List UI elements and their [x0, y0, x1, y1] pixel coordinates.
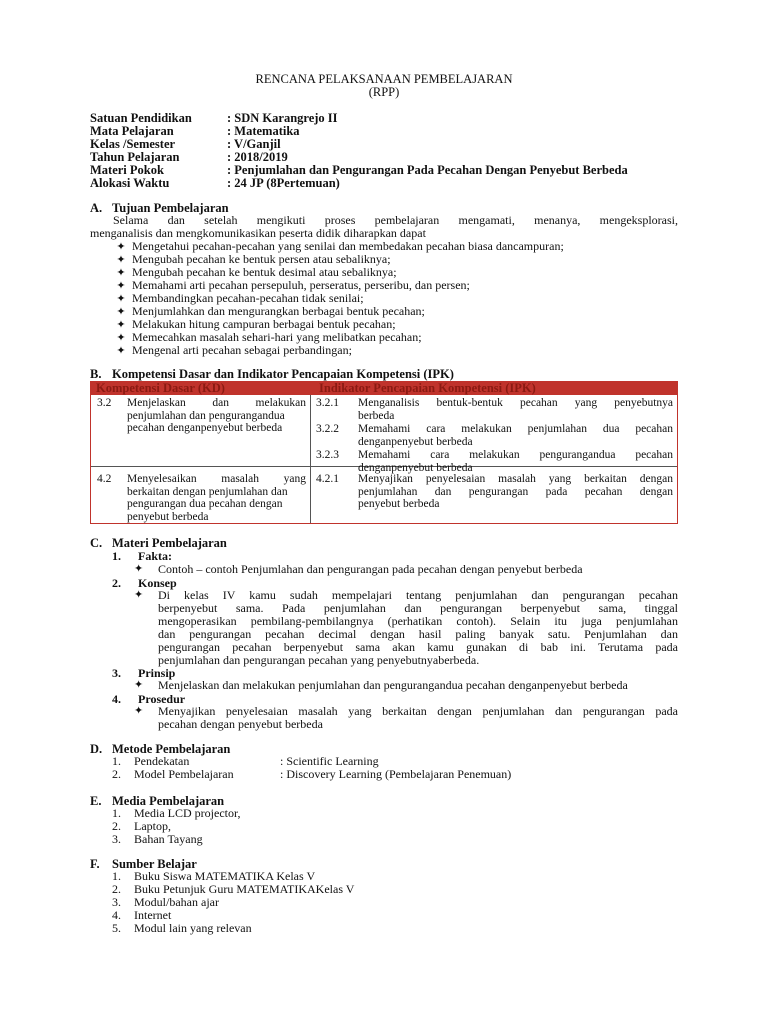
list-text: Media LCD projector,	[134, 806, 241, 820]
bullet-text: Mengubah pecahan ke bentuk persen atau sebaliknya;	[132, 252, 391, 266]
subsection-label: Konsep	[138, 576, 177, 590]
bullet-text: Contoh – contoh Penjumlahan dan pengurangan pada pecahan dengan penyebut berbeda	[158, 562, 583, 576]
table-header-row	[91, 382, 677, 395]
ipk-text-line: Memahami cara melakukan penjumlahan dua pecahan	[358, 423, 673, 435]
list-text: Laptop,	[134, 819, 171, 833]
bullet-text: Mengubah pecahan ke bentuk desimal atau sebaliknya;	[132, 265, 397, 279]
subsection-number: 1.	[112, 549, 121, 563]
bullet-text: Memecahkan masalah sehari-hari yang melibatkan pecahan;	[132, 330, 422, 344]
info-value: : 2018/2019	[227, 150, 288, 164]
list-text: Modul/bahan ajar	[134, 895, 219, 909]
column-divider	[310, 395, 311, 523]
subsection-number: 3.	[112, 666, 121, 680]
star-bullet-icon: ✦	[116, 345, 126, 357]
list-item	[134, 705, 678, 731]
section-letter: E.	[90, 794, 102, 808]
info-label: Mata Pelajaran	[90, 124, 174, 138]
list-item	[110, 344, 352, 358]
star-bullet-icon: ✦	[116, 319, 126, 331]
info-label: Materi Pokok	[90, 163, 164, 177]
star-bullet-icon: ✦	[134, 589, 144, 601]
list-number: 2.	[112, 767, 121, 781]
bullet-text: Mengenal arti pecahan sebagai perbandingan;	[132, 343, 352, 357]
bullet-text	[158, 705, 678, 731]
section-a-intro-line1: Selama dan setelah mengikuti proses pembelajaran mengamati, menanya, mengeksplorasi,	[113, 213, 678, 227]
info-label: Tahun Pelajaran	[90, 150, 180, 164]
section-title: Metode Pembelajaran	[112, 742, 231, 756]
ipk-number: 3.2.3	[316, 449, 339, 461]
section-a-intro-line2: menganalisis dan mengkomunikasikan peserta didik diharapkan dapat	[90, 226, 426, 240]
section-title: Media Pembelajaran	[112, 794, 225, 808]
kd-text-line: pengurangan dua pecahan dengan	[127, 498, 283, 510]
list-item	[134, 679, 678, 692]
list-number: 3.	[112, 895, 121, 909]
paragraph-line: mengoperasikan pembilang-pembilangnya (perhatikan contoh). Selain itu juga penjumlahan	[158, 614, 678, 628]
section-letter: F.	[90, 857, 100, 871]
ipk-number: 4.2.1	[316, 473, 339, 485]
star-bullet-icon: ✦	[116, 280, 126, 292]
method-value: : Scientific Learning	[280, 754, 379, 768]
kd-text-line: Menjelaskan dan melakukan	[127, 397, 306, 409]
kd-number: 3.2	[97, 397, 112, 409]
section-letter: C.	[90, 536, 103, 550]
list-number: 1.	[112, 806, 121, 820]
kd-text-line: berkaitan dengan penjumlahan dan	[127, 485, 288, 498]
ipk-text-line: berbeda	[358, 409, 395, 422]
section-title: Materi Pembelajaran	[112, 536, 227, 550]
subsection-number: 2.	[112, 576, 121, 590]
kd-text-line: penjumlahan dan pengurangandua	[127, 409, 285, 422]
method-label: Pendekatan	[134, 754, 190, 768]
table-cell-ipk	[316, 423, 673, 449]
info-row	[90, 176, 340, 191]
section-letter: A.	[90, 201, 103, 215]
section-letter: D.	[90, 742, 103, 756]
star-bullet-icon: ✦	[116, 306, 126, 318]
list-text: Buku Siswa MATEMATIKA Kelas V	[134, 869, 316, 883]
competency-table	[90, 381, 678, 524]
section-title: Kompetensi Dasar dan Indikator Pencapaian Kompetensi (IPK)	[112, 367, 454, 381]
info-value: : SDN Karangrejo II	[227, 111, 338, 125]
list-item	[134, 589, 678, 669]
ipk-text-line: denganpenyebut berbeda	[358, 435, 473, 448]
document-subtitle: (RPP)	[368, 85, 400, 99]
section-title: Tujuan Pembelajaran	[112, 201, 229, 215]
section-title: Sumber Belajar	[112, 857, 197, 871]
subsection-number: 4.	[112, 692, 121, 706]
ipk-text-line: denganpenyebut berbeda	[358, 461, 473, 474]
list-number: 2.	[112, 882, 121, 896]
list-text: Internet	[134, 908, 172, 922]
ipk-text-line: Menganalisis bentuk-bentuk pecahan yang penyebutnya	[358, 397, 673, 409]
table-cell-kd	[97, 473, 306, 523]
paragraph-line: penjumlahan dan pengurangan pecahan yang penyebutnyaberbeda.	[158, 653, 480, 667]
list-item	[134, 563, 678, 576]
kd-text-line: pecahan denganpenyebut berbeda	[127, 422, 283, 434]
ipk-text-line: penjumlahan dan pengurangan pada pecahan dengan	[358, 485, 673, 498]
paragraph-line: pengurangan pecahan berpenyebut sama akan kamu gunakan di bab ini. Terutama pada	[158, 640, 678, 654]
list-text: Modul lain yang relevan	[134, 921, 252, 935]
star-bullet-icon: ✦	[116, 241, 126, 253]
table-cell-kd	[97, 397, 306, 437]
table-cell-ipk	[316, 449, 673, 475]
star-bullet-icon: ✦	[116, 293, 126, 305]
info-value: : V/Ganjil	[227, 137, 281, 151]
table-cell-ipk	[316, 473, 673, 513]
star-bullet-icon: ✦	[134, 679, 144, 691]
list-number: 3.	[112, 832, 121, 846]
document-title: RENCANA PELAKSANAAN PEMBELAJARAN	[255, 72, 513, 86]
subsection-label: Prosedur	[138, 692, 186, 706]
paragraph-line: dan pengurangan pecahan decimal dengan hasil paling banyak satu. Penjumlahan dan	[158, 627, 678, 641]
list-item	[112, 807, 241, 820]
info-value: : Matematika	[227, 124, 300, 138]
info-label: Satuan Pendidikan	[90, 111, 192, 125]
paragraph-line: berpenyebut sama. Pada penjumlahan dan pengurangan berpenyebut sama, tinggal	[158, 601, 678, 615]
list-text: Buku Petunjuk Guru MATEMATIKAKelas V	[134, 882, 355, 896]
list-number: 4.	[112, 908, 121, 922]
list-number: 5.	[112, 921, 121, 935]
table-header-kd: Kompetensi Dasar (KD)	[96, 381, 225, 395]
bullet-text: Mengetahui pecahan-pecahan yang senilai dan membedakan pecahan biasa dancampuran;	[132, 239, 564, 253]
ipk-text-line: penyebut berbeda	[358, 498, 440, 510]
paragraph-line: pecahan dengan penyebut berbeda	[158, 717, 323, 731]
info-label: Kelas /Semester	[90, 137, 176, 151]
kd-number: 4.2	[97, 473, 112, 485]
subsection-label: Fakta:	[138, 549, 172, 563]
subsection-label: Prinsip	[138, 666, 176, 680]
bullet-text: Menjumlahkan dan mengurangkan berbagai bentuk pecahan;	[132, 304, 425, 318]
method-label: Model Pembelajaran	[134, 767, 234, 781]
list-item	[112, 922, 252, 935]
list-number: 1.	[112, 754, 121, 768]
section-letter: B.	[90, 367, 102, 381]
info-label: Alokasi Waktu	[90, 176, 170, 190]
table-cell-ipk	[316, 397, 673, 423]
table-header-ipk: Indikator Pencapaian Kompetensi (IPK)	[319, 381, 536, 395]
list-number: 1.	[112, 869, 121, 883]
star-bullet-icon: ✦	[134, 705, 144, 717]
bullet-text: Memahami arti pecahan persepuluh, perseratus, perseribu, dan persen;	[132, 278, 470, 292]
ipk-number: 3.2.2	[316, 423, 339, 435]
kd-text-line: Menyelesaikan masalah yang	[127, 473, 306, 485]
ipk-text-line: Memahami cara melakukan pengurangandua pecahan	[358, 449, 673, 461]
konsep-paragraph	[158, 589, 678, 667]
star-bullet-icon: ✦	[134, 563, 144, 575]
info-value: : Penjumlahan dan Pengurangan Pada Pecahan Dengan Penyebut Berbeda	[227, 163, 628, 177]
ipk-text-line: Menyajikan penyelesaian masalah yang berkaitan dengan	[358, 473, 673, 485]
section-b-heading	[90, 367, 454, 382]
list-item	[112, 768, 511, 781]
kd-text-line: penyebut berbeda	[127, 510, 209, 523]
method-value: : Discovery Learning (Pembelajaran Penemuan)	[280, 767, 512, 781]
ipk-number: 3.2.1	[316, 397, 339, 409]
bullet-text: Melakukan hitung campuran berbagai bentuk pecahan;	[132, 317, 396, 331]
list-number: 2.	[112, 819, 121, 833]
star-bullet-icon: ✦	[116, 332, 126, 344]
paragraph-line: Menyajikan penyelesaian masalah yang berkaitan dengan penjumlahan dan pengurangan pada	[158, 704, 678, 718]
list-item	[112, 833, 203, 846]
paragraph-line: Di kelas IV kamu sudah mempelajari tentang penjumlahan dan pengurangan pecahan	[158, 588, 678, 602]
star-bullet-icon: ✦	[116, 267, 126, 279]
bullet-text: Menjelaskan dan melakukan penjumlahan dan pengurangandua pecahan denganpenyebut berbeda	[158, 678, 628, 692]
bullet-text: Membandingkan pecahan-pecahan tidak senilai;	[132, 291, 364, 305]
star-bullet-icon: ✦	[116, 254, 126, 266]
info-value: : 24 JP (8Pertemuan)	[227, 176, 340, 190]
list-text: Bahan Tayang	[134, 832, 203, 846]
